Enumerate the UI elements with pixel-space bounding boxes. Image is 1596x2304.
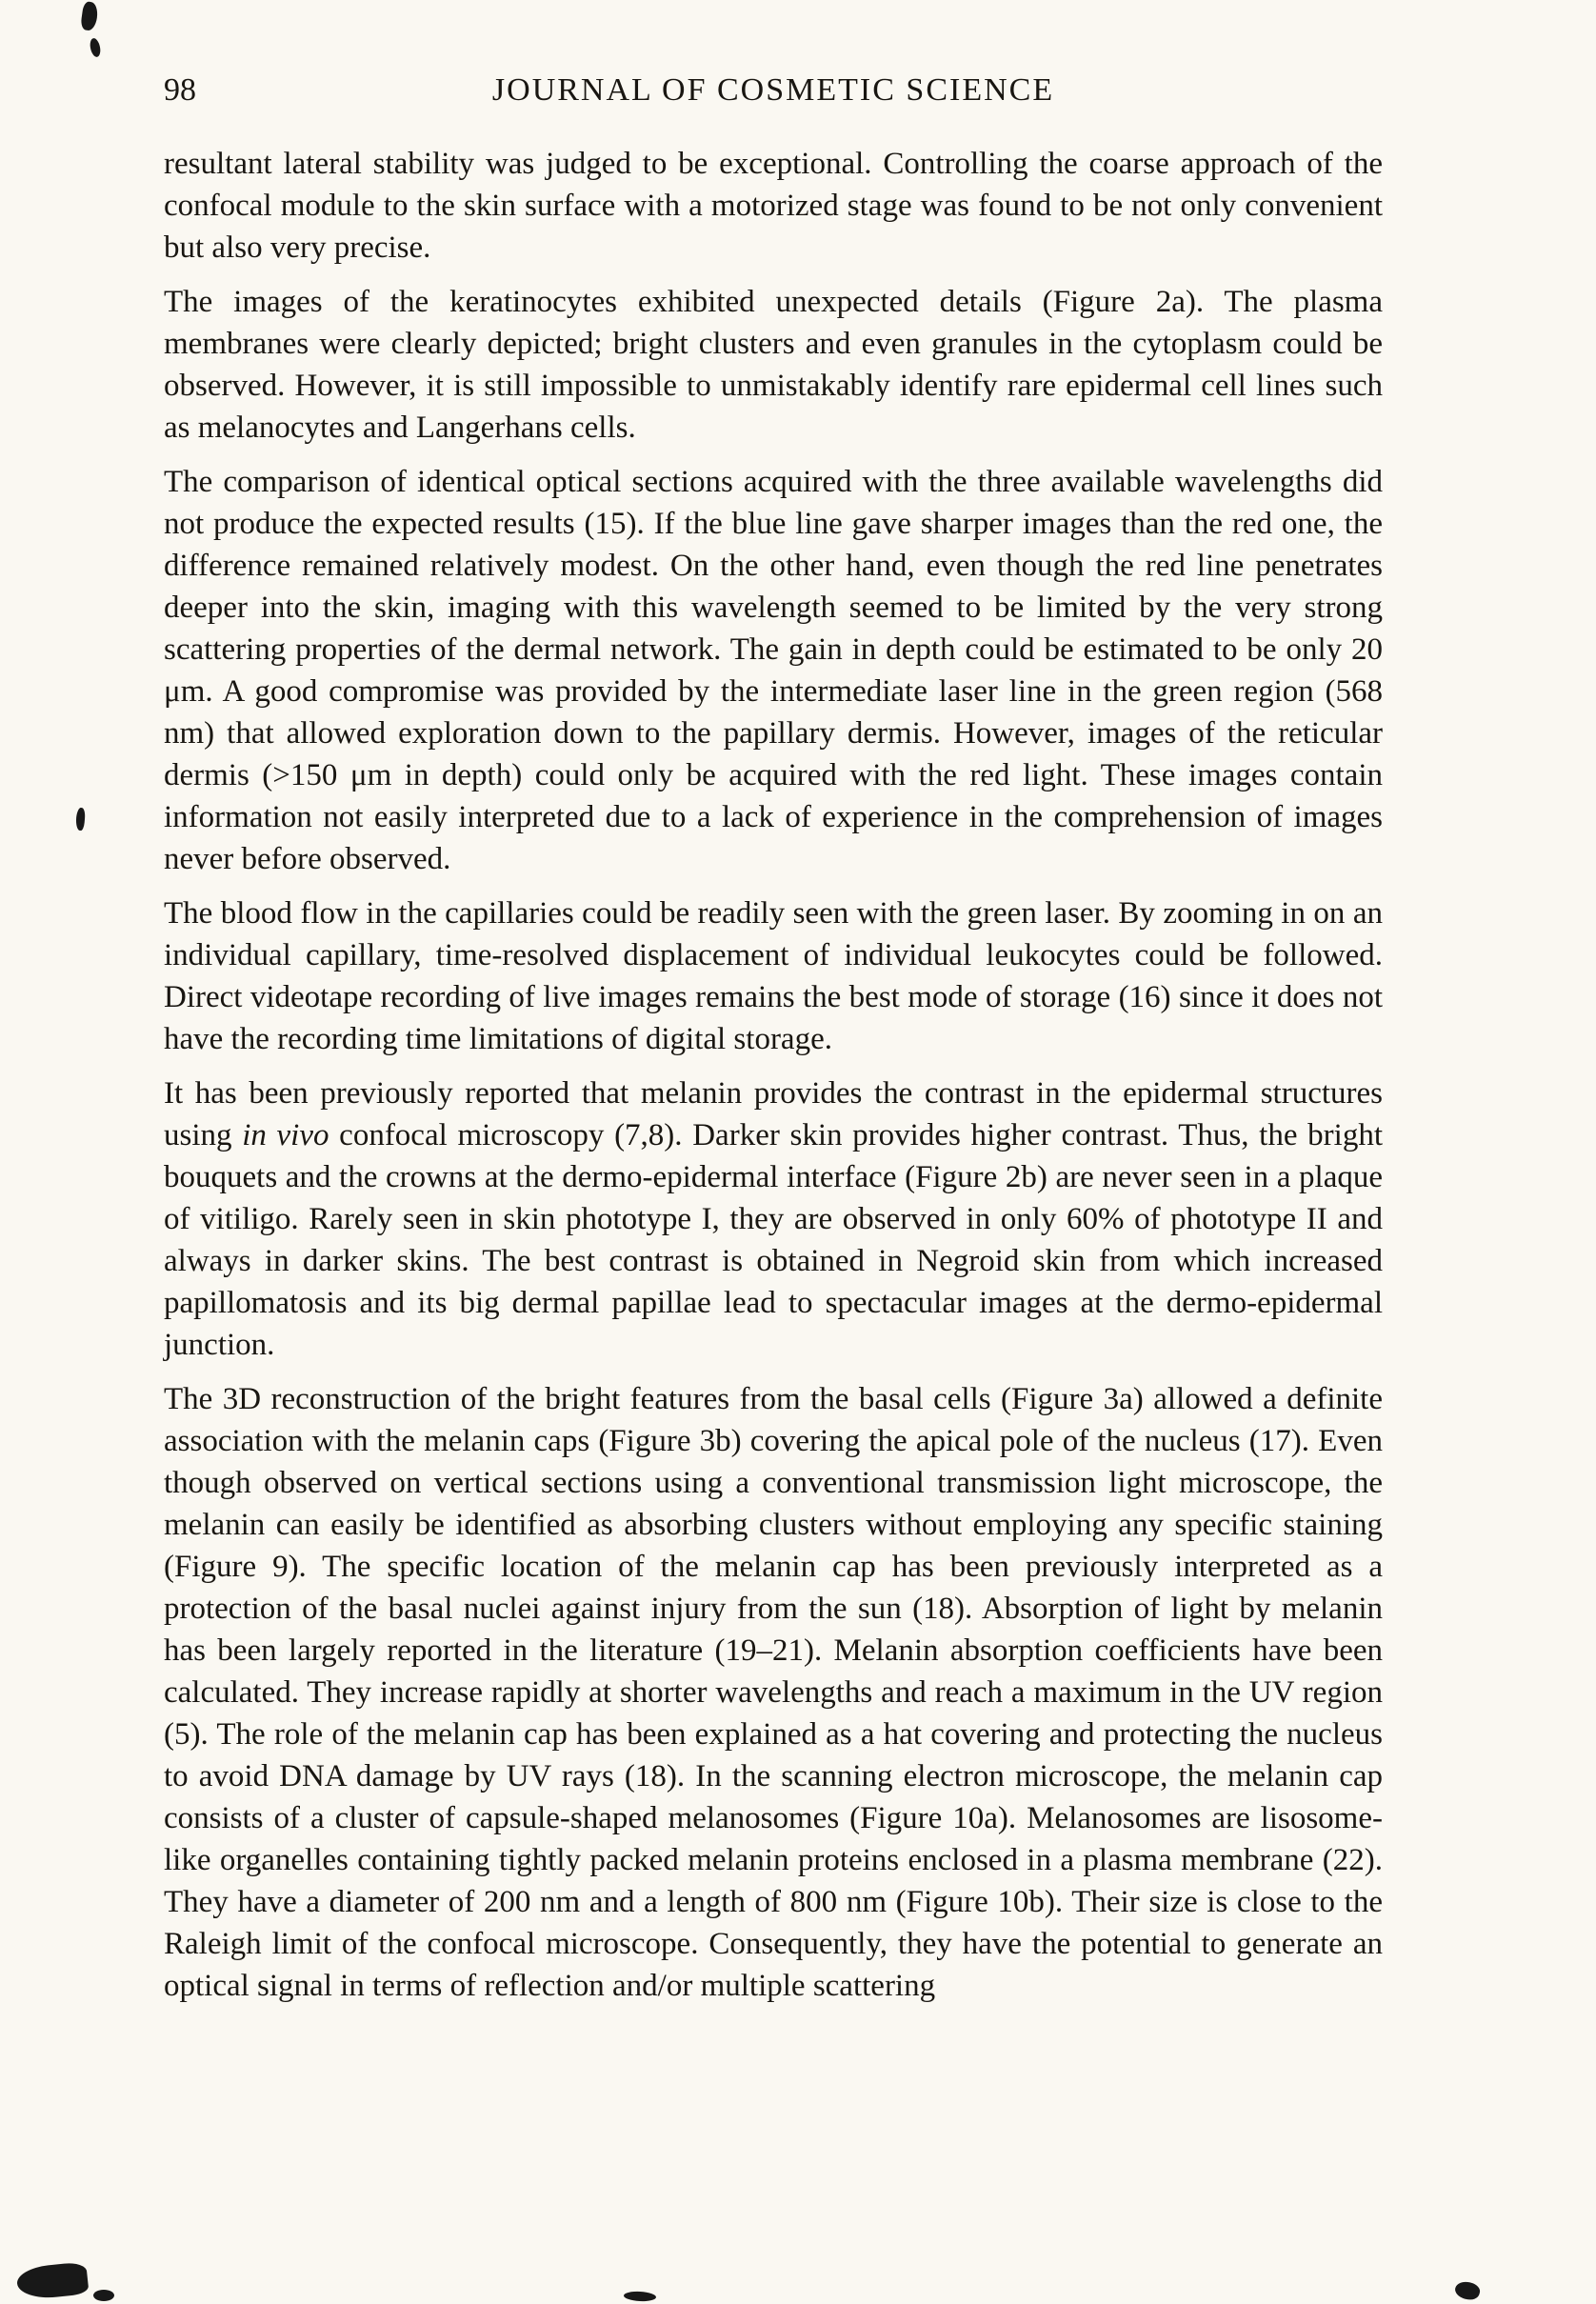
paragraph	[164, 1072, 1383, 1366]
scan-artifact	[75, 808, 86, 831]
scan-artifact	[80, 1, 99, 31]
scan-artifact	[1453, 2279, 1482, 2302]
text-run: The comparison of identical optical sections acquired with the three available wavelengths did not produce the expected results (15). If the blue line gave sharper images than the red one, the difference remained relatively modest. On the other hand, even though the red line penetrates deeper into the skin, imaging with this wavelength seemed to be limited by the very strong scattering properties of the dermal network. The gain in depth could be estimated to be only 20 μm. A good compromise was provided by the intermediate laser line in the green region (568 nm) that allowed exploration down to the papillary dermis. However, images of the reticular dermis (>150 μm in depth) could only be acquired with the red light. These images contain information not easily interpreted due to a lack of experience in the comprehension of images never before observed.	[164, 465, 1383, 876]
paragraph	[164, 1378, 1383, 2007]
text-run: resultant lateral stability was judged to be exceptional. Controlling the coarse approach of the confocal module to the skin surface with a motorized stage was found to be not only convenient but also very precise.	[164, 147, 1383, 265]
text-run: It has been previously reported that melanin provides the contrast in the epidermal structures using	[164, 1076, 1383, 1152]
running-head-title: JOURNAL OF COSMETIC SCIENCE	[491, 72, 1055, 108]
paragraph	[164, 461, 1383, 880]
text-run: confocal microscopy (7,8). Darker skin provides higher contrast. Thus, the bright bouquets and the crowns at the dermo-epidermal interface (Figure 2b) are never seen in a plaque of vitiligo. Rarely seen in skin phototype I, they are observed in only 60% of phototype II and always in darker skins. The best contrast is obtained in Negroid skin from which increased papillomatosis and its big dermal papillae lead to spectacular images at the dermo-epidermal junction.	[164, 1118, 1383, 1362]
article-body	[164, 143, 1383, 2019]
text-run: The 3D reconstruction of the bright features from the basal cells (Figure 3a) allowed a definite association with the melanin caps (Figure 3b) covering the apical pole of the nucleus (17). Even though observed on vertical sections using a conventional transmission light microscope, the melanin can easily be identified as absorbing clusters without employing any specific staining (Figure 9). The specific location of the melanin cap has been previously interpreted as a protection of the basal nuclei against injury from the sun (18). Absorption of light by melanin has been largely reported in the literature (19–21). Melanin absorption coefficients have been calculated. They increase rapidly at shorter wavelengths and reach a maximum in the UV region (5). The role of the melanin cap has been explained as a hat covering and protecting the nucleus to avoid DNA damage by UV rays (18). In the scanning electron microscope, the melanin cap consists of a cluster of capsule-shaped melanosomes (Figure 10a). Melanosomes are lisosome-like organelles containing tightly packed melanin proteins enclosed in a plasma membrane (22). They have a diameter of 200 nm and a length of 800 nm (Figure 10b). Their size is close to the Raleigh limit of the confocal microscope. Consequently, they have the potential to generate an optical signal in terms of reflection and/or multiple scattering	[164, 1382, 1383, 2003]
paragraph	[164, 143, 1383, 269]
scan-artifact	[89, 37, 102, 58]
text-run: The images of the keratinocytes exhibited unexpected details (Figure 2a). The plasma membranes were clearly depicted; bright clusters and even granules in the cytoplasm could be observed. However, it is still impossible to unmistakably identify rare epidermal cell lines such as melanocytes and Langerhans cells.	[164, 285, 1383, 445]
scan-artifact	[624, 2291, 656, 2302]
paragraph	[164, 892, 1383, 1060]
page-number: 98	[164, 72, 196, 108]
running-header	[164, 72, 1383, 109]
text-run: The blood flow in the capillaries could be readily seen with the green laser. By zooming in on an individual capillary, time-resolved displacement of individual leukocytes could be followed. Direct videotape recording of live images remains the best mode of storage (16) since it does not have the recording time limitations of digital storage.	[164, 896, 1383, 1056]
scan-artifact	[15, 2261, 89, 2301]
scan-artifact	[93, 2290, 114, 2301]
paragraph	[164, 281, 1383, 449]
italic-text-run: in vivo	[242, 1118, 329, 1152]
